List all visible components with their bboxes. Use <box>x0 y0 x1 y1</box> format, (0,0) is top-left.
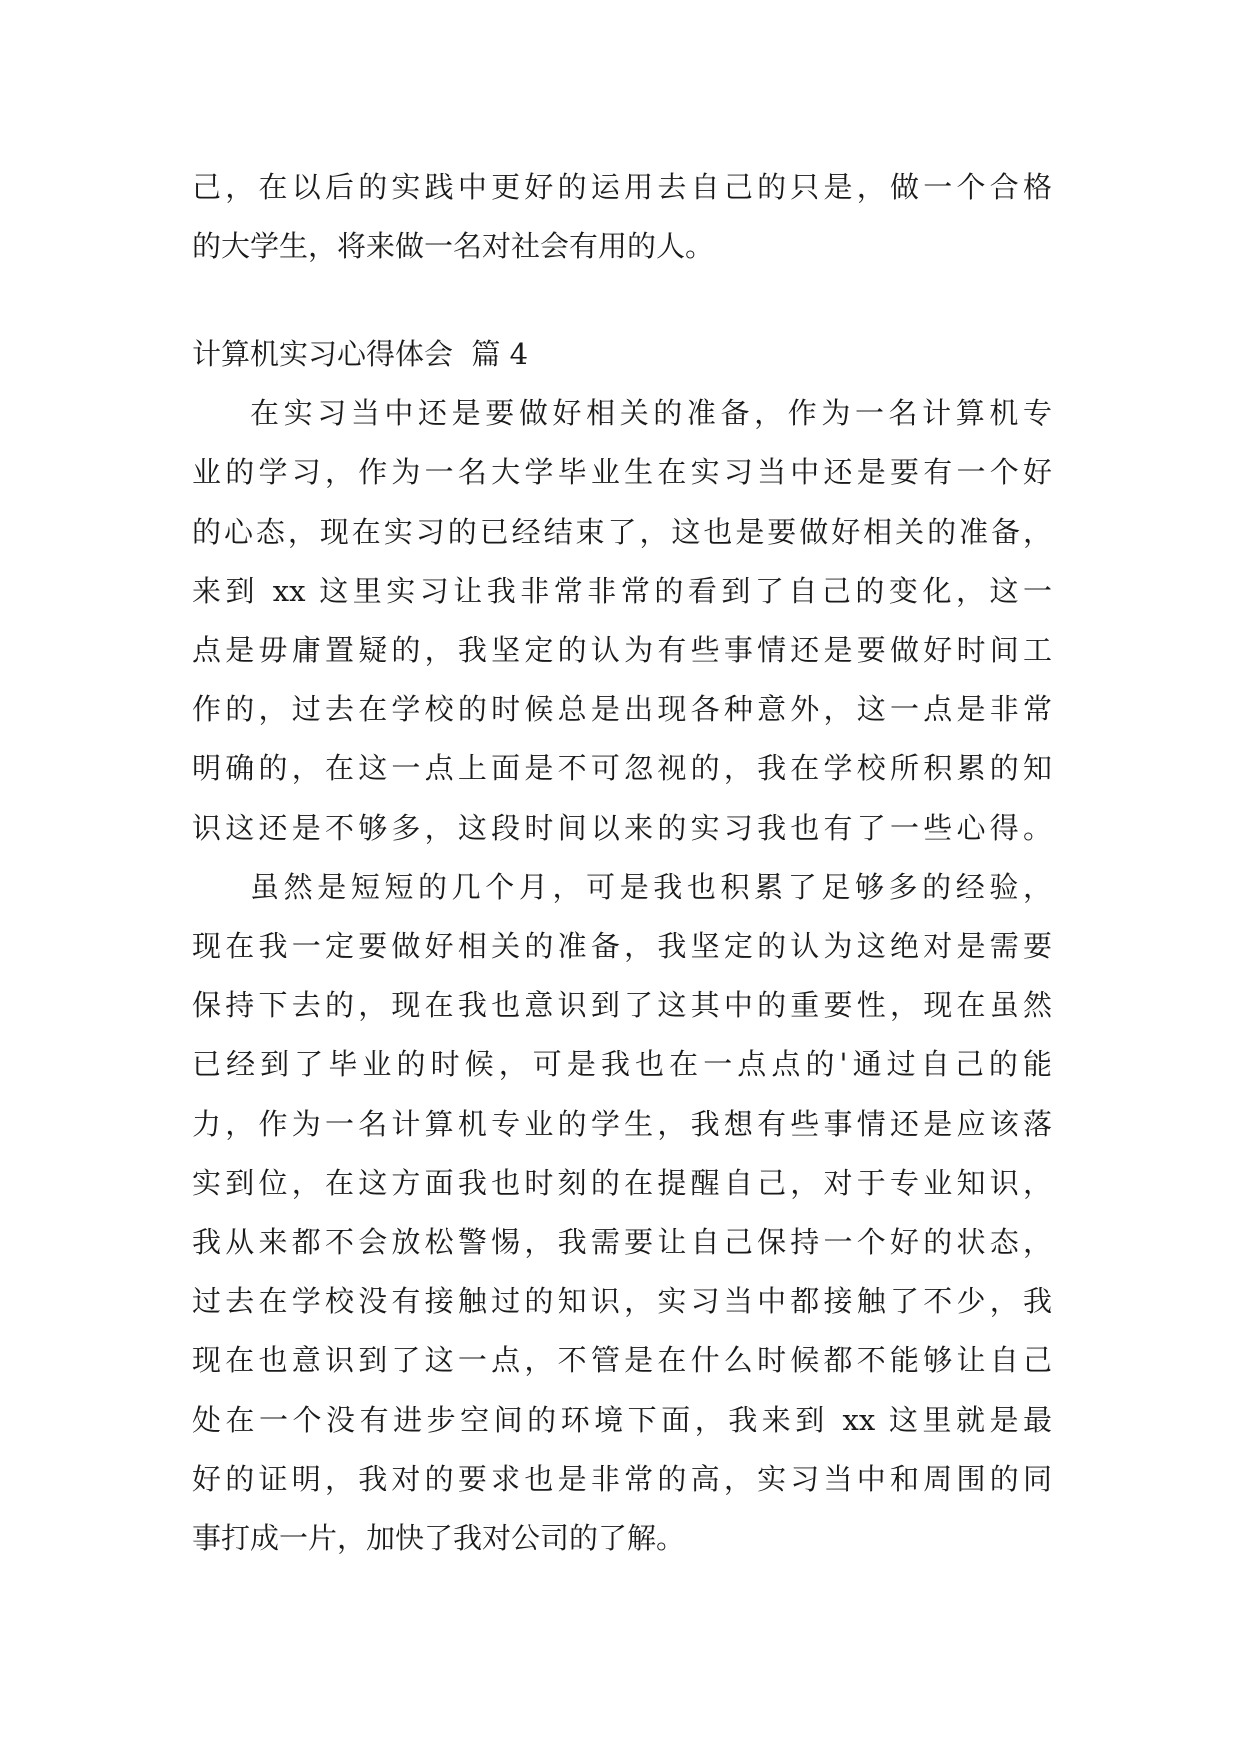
text-line: 明确的，在这一点上面是不可忽视的，我在学校所积累的知 <box>192 751 1052 786</box>
text-line: 过去在学校没有接触过的知识，实习当中都接触了不少，我 <box>192 1284 1052 1319</box>
text-line: 我从来都不会放松警惕，我需要让自己保持一个好的状态， <box>192 1225 1052 1260</box>
text-line: 好的证明，我对的要求也是非常的高，实习当中和周围的同 <box>192 1461 1052 1496</box>
text-line: 点是毋庸置疑的，我坚定的认为有些事情还是要做好时间工 <box>192 633 1052 668</box>
text-line: 的心态，现在实习的已经结束了，这也是要做好相关的准备， <box>192 514 1052 549</box>
paragraph <box>192 858 1052 1568</box>
text-line: 已经到了毕业的时候，可是我也在一点点的'通过自己的能 <box>192 1047 1052 1082</box>
text-line: 业的学习，作为一名大学毕业生在实习当中还是要有一个好 <box>192 455 1052 490</box>
paragraph <box>192 384 1052 858</box>
text-line: 在实习当中还是要做好相关的准备，作为一名计算机专 <box>250 396 1052 431</box>
text-line: 作的，过去在学校的时候总是出现各种意外，这一点是非常 <box>192 692 1052 727</box>
text-line: 现在也意识到了这一点，不管是在什么时候都不能够让自己 <box>192 1343 1052 1378</box>
text-line: 现在我一定要做好相关的准备，我坚定的认为这绝对是需要 <box>192 929 1052 964</box>
text-line: 虽然是短短的几个月，可是我也积累了足够多的经验， <box>250 869 1052 904</box>
text-line: 的大学生，将来做一名对社会有用的人。 <box>192 229 715 264</box>
text-line: 处在一个没有进步空间的环境下面，我来到 xx 这里就是最 <box>192 1402 1052 1437</box>
text-line: 来到 xx 这里实习让我非常非常的看到了自己的变化，这一 <box>192 573 1052 608</box>
carryover-paragraph <box>192 158 1052 276</box>
section-body <box>192 325 1052 1568</box>
text-line: 力，作为一名计算机专业的学生，我想有些事情还是应该落 <box>192 1106 1052 1141</box>
section-heading: 计算机实习心得体会 篇 4 <box>192 337 529 371</box>
text-line: 实到位，在这方面我也时刻的在提醒自己，对于专业知识， <box>192 1165 1052 1200</box>
text-line: 保持下去的，现在我也意识到了这其中的重要性，现在虽然 <box>192 988 1052 1023</box>
text-line: 己，在以后的实践中更好的运用去自己的只是，做一个合格 <box>192 170 1052 204</box>
text-line: 识这还是不够多，这段时间以来的实习我也有了一些心得。 <box>192 810 1052 845</box>
paragraph <box>192 158 1052 276</box>
text-line: 事打成一片，加快了我对公司的了解。 <box>192 1521 686 1556</box>
